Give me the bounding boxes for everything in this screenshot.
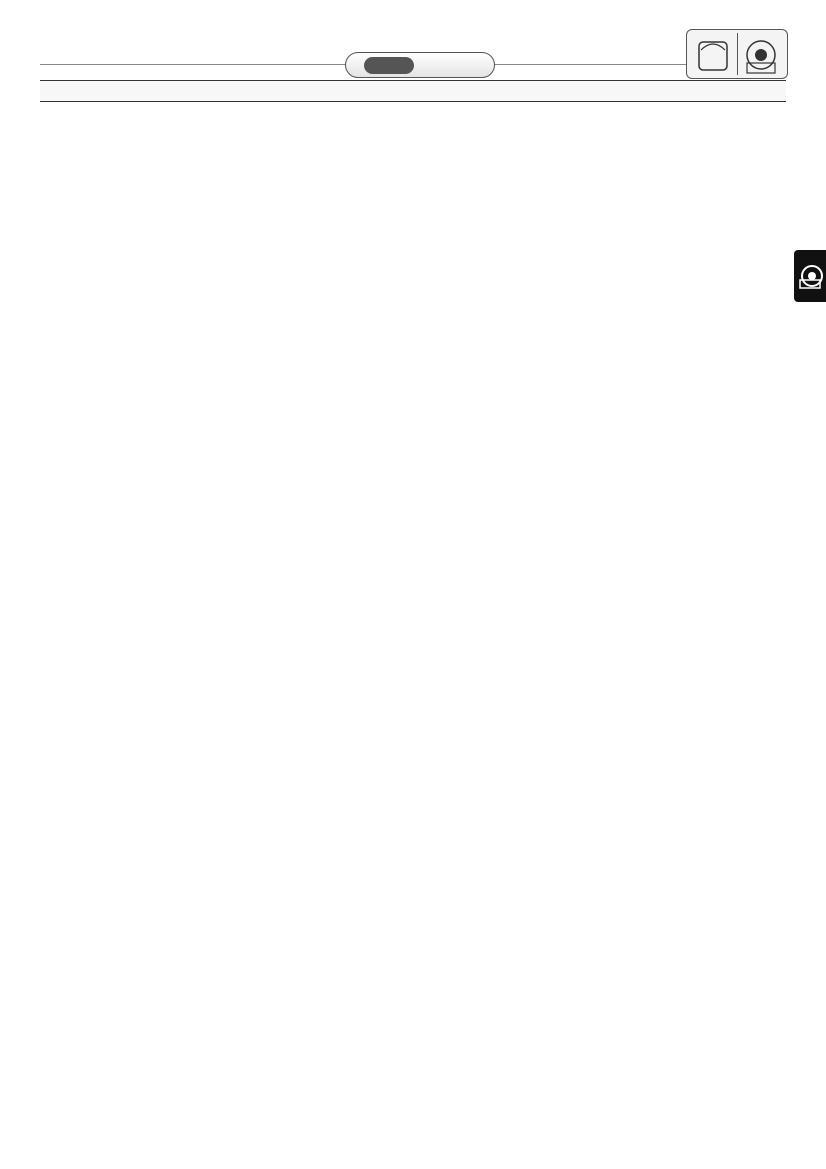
gearbox-icon [687,30,789,80]
brand-script [364,57,414,74]
standard-line-logo [345,52,495,78]
section-title-bar [40,80,786,102]
icon-divider [737,33,738,75]
section-tab-gear-icon [794,250,826,302]
